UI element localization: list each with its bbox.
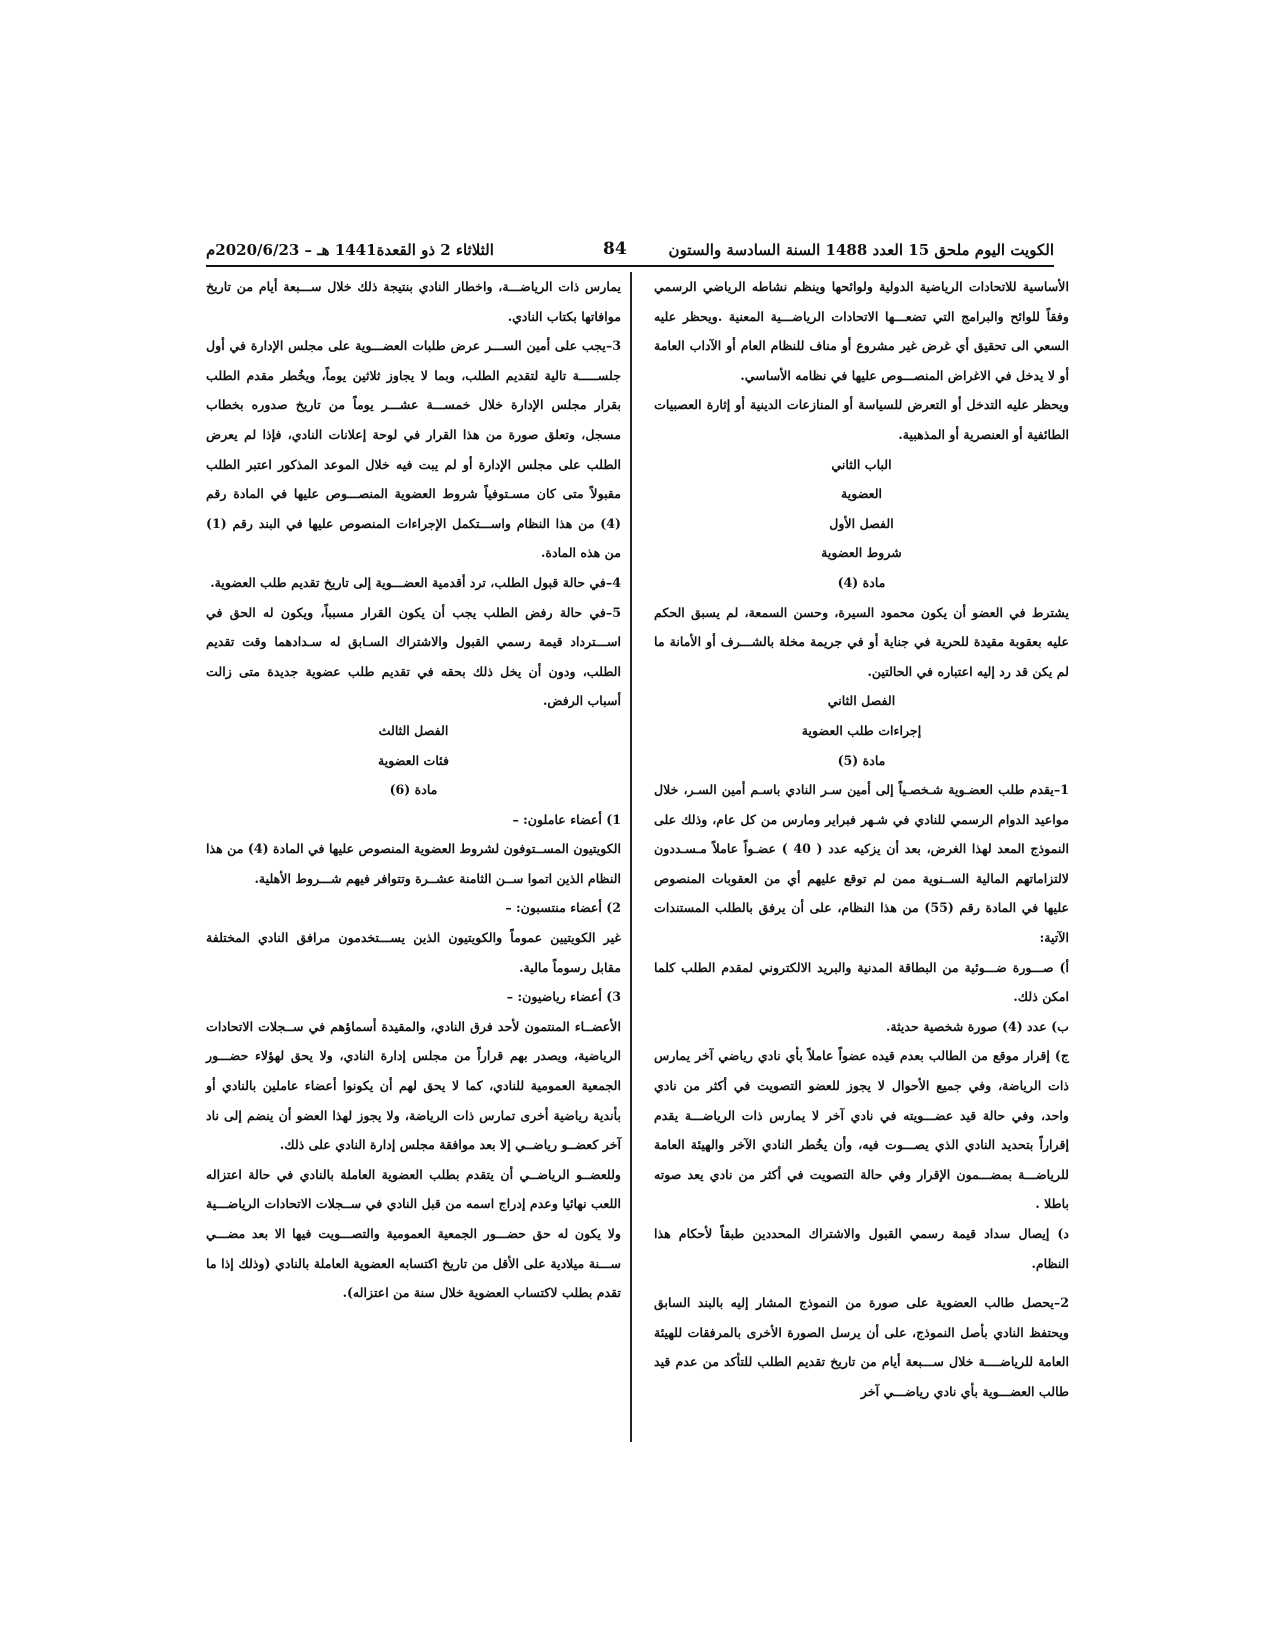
right-column-heading: مادة (4)	[837, 574, 886, 590]
left-column-paragraph: يمارس ذات الرياضـــة، واخطار النادي بنتيجة ذلك خلال ســـبعة أيام من تاريخ موافاتها بكتاب النادي.	[206, 279, 621, 324]
page-number: 84	[603, 239, 627, 259]
right-column-paragraph: د) إيصال سداد قيمة رسمي القبول والاشتراك المحددين طبقاً لأحكام هذا النظام.	[654, 1226, 1069, 1271]
right-column-heading: العضوية	[840, 486, 883, 502]
right-column-paragraph: ج) إقرار موقع من الطالب بعدم قيده عضواً عاملاً بأي نادي رياضي آخر يمارس ذات الرياضة، وفي جميع الأحوال لا يجوز للعضو التصويت في أكثر من نادي واحد، وفي حالة قيد عضـــويته في نادي آخر لا يمارس ذات الرياضـــة يقدم إقراراً بتحديد النادي الذي يصـــوت فيه، وأن يخُطر النادي الآخر والهيئة العامة للرياضـــة بمضـــمون الإقرار وفي حالة التصويت في أكثر من نادي يعد صوته باطلا .	[654, 1048, 1069, 1212]
right-column-heading: الفصل الأول	[829, 515, 894, 531]
header-divider	[206, 265, 1054, 267]
right-column-paragraph: 1–يقدم طلب العضـوية شـخصـياً إلى أمين سـر النادي باسـم أمين السـر، خلال مواعيد الدوام الرسمي للنادي في شـهر فبراير ومارس من كل عام، وذلك على النموذج المعد لهذا الغرض، بعد أن يزكيه عدد ( 40 ) عضـواً عاملاً مـسـددون لالتزاماتهم المالية الســنوية ممن لم توقع عليهم أي من العقوبات المنصوص عليها في المادة رقم (55) من هذا النظام، على أن يرفق بالطلب المستندات الآتية:	[654, 782, 1069, 946]
right-column-heading: إجراءات طلب العضوية	[801, 722, 922, 738]
right-column	[654, 272, 1069, 1407]
issue-date: الثلاثاء 2 ذو القعدة1441 هـ – 2020/6/23م	[206, 241, 494, 259]
left-column-paragraph: 4–في حالة قبول الطلب، ترد أقدمية العضـــوية إلى تاريخ تقديم طلب العضوية.	[210, 574, 621, 590]
right-column-spacer	[654, 1278, 1069, 1288]
left-column-heading: فئات العضوية	[378, 752, 449, 768]
right-column-paragraph: يشترط في العضو أن يكون محمود السيرة، وحسن السمعة، لم يسبق الحكم عليه بعقوبة مقيدة للحرية في جناية أو في جريمة مخلة بالشـــرف أو الأمانة ما لم يكن قد رد إليه اعتباره في الحالتين.	[654, 604, 1069, 679]
right-column-paragraph: الأساسية للاتحادات الرياضية الدولية ولوائحها وينظم نشاطه الرياضي الرسمي وفقاً للوائح والبرامج التي تضعـــها الاتحادات الرياضـــية المعنية .ويحظر عليه السعي الى تحقيق أي غرض غير مشروع أو مناف للنظام العام أو الآداب العامة أو لا يدخل في الاغراض المنصـــوص عليها في نظامه الأساسي.	[654, 279, 1069, 383]
left-column-paragraph: غير الكويتيين عموماً والكويتيون الذين يســـتخدمون مرافق النادي المختلفة مقابل رسوماً مالية.	[206, 930, 621, 975]
gazette-issue-info: الكويت اليوم ملحق 15 العدد 1488 السنة السادسة والستون	[668, 241, 1054, 259]
left-column-paragraph: الأعضــاء المنتمون لأحد فرق النادي، والمقيدة أسماؤهم في ســجلات الاتحادات الرياضية، ويصدر بهم قراراً من مجلس إدارة النادي، ولا يحق لهؤلاء حضـــور الجمعية العمومية للنادي، كما لا يحق لهم أن يكونوا أعضاء عاملين بالنادي أو بأندية رياضية أخرى تمارس ذات الرياضة، ولا يجوز لهذا العضو أن ينضم إلى ناد آخر كعضــو رياضــي إلا بعد موافقة مجلس إدارة النادي على ذلك.	[206, 1018, 621, 1153]
right-column-heading: الباب الثاني	[831, 456, 892, 472]
right-column-paragraph: 2–يحصل طالب العضوية على صورة من النموذج المشار إليه بالبند السابق ويحتفظ النادي بأصل النموذج، على أن يرسل الصورة الأخرى بالمرفقات للهيئة العامة للرياضــــة خلال ســـبعة أيام من تاريخ تقديم الطلب للتأكد من عدم قيد طالب العضـــوية بأي نادي رياضـــي آخر	[654, 1295, 1069, 1399]
right-column-heading: مادة (5)	[837, 752, 886, 768]
right-column-heading: شروط العضوية	[821, 545, 902, 561]
right-column-paragraph: أ) صـــورة ضـــوئية من البطاقة المدنية والبريد الالكتروني لمقدم الطلب كلما امكن ذلك.	[654, 959, 1069, 1005]
page-header	[206, 238, 1054, 264]
left-column-paragraph: 2) أعضاء منتسبون: –	[505, 900, 621, 916]
left-column-paragraph: 1) أعضاء عاملون: –	[512, 811, 621, 827]
column-divider	[630, 272, 632, 1442]
left-column	[206, 272, 621, 1308]
left-column-paragraph: 3) أعضاء رياضيون: –	[506, 989, 621, 1005]
right-column-heading: الفصل الثاني	[827, 693, 896, 709]
left-column-paragraph: 5–في حالة رفض الطلب يجب أن يكون القرار مسبباً، ويكون له الحق في اســـترداد قيمة رسمي القبول والاشتراك السـابق له سـدادهما وقت تقديم الطلب، ودون أن يخل ذلك بحقه في تقديم طلب عضوية جديدة متى زالت أسباب الرفض.	[206, 604, 621, 709]
right-column-paragraph: ويحظر عليه التدخل أو التعرض للسياسة أو المنازعات الدينية أو إثارة العصبيات الطائفية أو العنصرية أو المذهبية.	[654, 397, 1069, 442]
right-column-paragraph: ب) عدد (4) صورة شخصية حديثة.	[885, 1018, 1069, 1034]
left-column-paragraph: الكويتيون المســتوفون لشروط العضوية المنصوص عليها في المادة (4) من هذا النظام الذين اتموا ســن الثامنة عشــرة وتتوافر فيهم شـــروط الأهلية.	[206, 841, 621, 886]
left-column-heading: مادة (6)	[389, 782, 438, 798]
left-column-paragraph: وللعضــو الرياضــي أن يتقدم بطلب العضوية العاملة بالنادي في حالة اعتزاله اللعب نهائيا وعدم إدراج اسمه من قبل النادي في ســجلات الاتحادات الرياضـــية ولا يكون له حق حضـــور الجمعية العمومية والتصـــويت فيها الا بعد مضـــي ســـنة ميلادية على الأقل من تاريخ اكتسابه العضوية العاملة بالنادي (وذلك إذا ما تقدم بطلب لاكتساب العضوية خلال سنة من اعتزاله).	[206, 1166, 621, 1301]
left-column-paragraph: 3–يجب على أمين الســـر عرض طلبات العضـــوية على مجلس الإدارة في أول جلســـــة تالية لتقديم الطلب، وبما لا يجاوز ثلاثين يوماً، ويخُطر مقدم الطلب بقرار مجلس الإدارة خلال خمســـة عشـــر يوماً من تاريخ صدوره بخطاب مسجل، وتعلق صورة من هذا القرار في لوحة إعلانات النادي، فإذا لم يعرض الطلب على مجلس الإدارة أو لم يبت فيه خلال الموعد المذكور اعتبر الطلب مقبولاً متى كان مسـتوفياً شروط العضوية المنصـــوص عليها في المادة رقم (4) من هذا النظام واســـتكمل الإجراءات المنصوص عليها في البند رقم (1) من هذه المادة.	[206, 338, 621, 561]
left-column-heading: الفصل الثالث	[378, 722, 449, 738]
